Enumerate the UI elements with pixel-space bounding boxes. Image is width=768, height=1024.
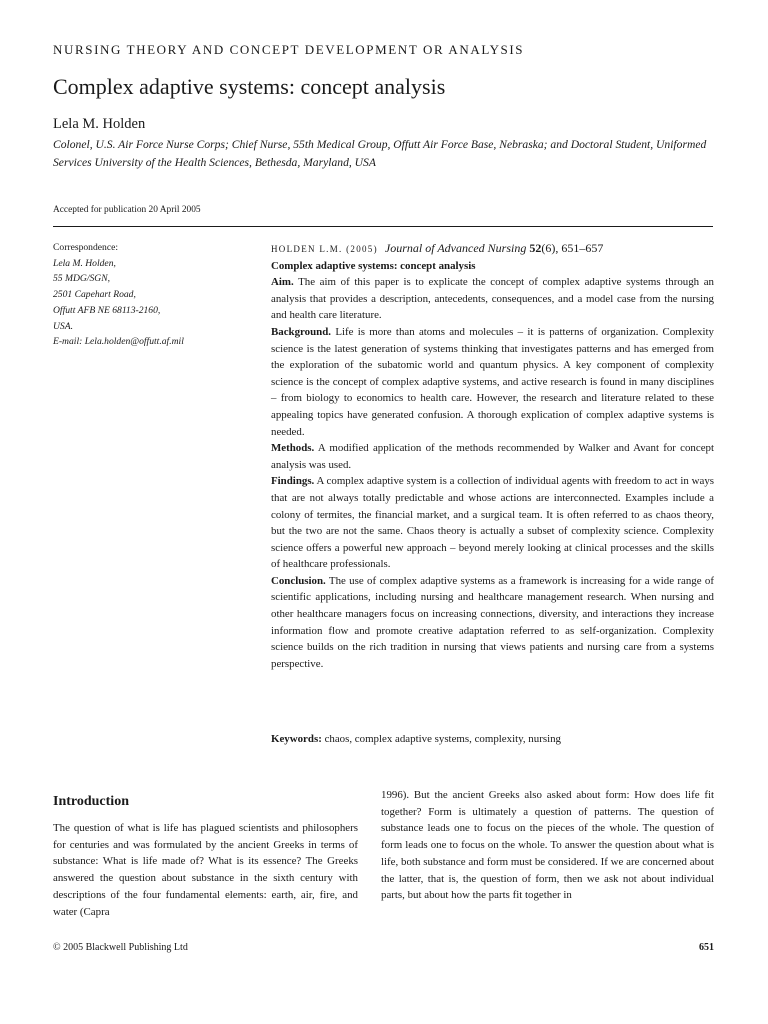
abstract-aim xyxy=(271,274,714,324)
page-number: 651 xyxy=(699,942,714,953)
abstract-conclusion-heading: Conclusion. xyxy=(271,574,326,587)
citation-volume: 52 xyxy=(529,241,542,255)
author-affiliation: Colonel, U.S. Air Force Nurse Corps; Chief Nurse, 55th Medical Group, Offutt Air Force Base, Nebraska; and Doctoral Student, Uniformed Services University of the Health Sciences, Bethesda, Maryland, USA xyxy=(53,138,707,169)
citation-issue-pages: (6), 651–657 xyxy=(541,241,604,255)
body-text-right: 1996). But the ancient Greeks also asked about form: How does life fit together? Form is ultimately a question of patterns. The question of substance leads one to focus on the pieces of the whole. The question of form leads one to focus on the whole. To answer the question about what is life, both substance and form must be considered. If we are concerned about the latter, that is, the question of form, then we ask not about individual parts, but about how the parts fit together in xyxy=(381,789,714,902)
abstract-conclusion-text: The use of complex adaptive systems as a framework is increasing for a wide range of scientific applications, including nursing and healthcare management research. When nursing and other healthcare managers focus on increasing connections, diversity, and interactions they increase information flow and promote creative adaptation referred to as self-organization. Complexity science builds on the rich tradition in nursing that views patients and nursing care from a systems perspective. xyxy=(271,574,714,670)
abstract-block xyxy=(271,240,714,672)
abstract-findings-heading: Findings. xyxy=(271,475,315,488)
correspondence-line: 2501 Capehart Road, xyxy=(53,289,136,301)
keywords-label: Keywords: xyxy=(271,733,322,745)
header-divider xyxy=(53,226,713,227)
author-name: Lela M. Holden xyxy=(53,116,146,132)
abstract-background-heading: Background. xyxy=(271,325,332,338)
correspondence-line: Lela M. Holden, xyxy=(53,257,116,269)
body-text-left: The question of what is life has plagued scientists and philosophers for centuries and was formulated by the ancient Greeks in terms of substance: What is life made of? What is its essence? The Greeks answered the question about substance in the sixth century with descriptions of the four fundamental elements: earth, air, fire, and water (Capra xyxy=(53,822,358,918)
abstract-background xyxy=(271,324,714,440)
citation-journal: Journal of Advanced Nursing xyxy=(384,241,527,255)
abstract-findings-text: A complex adaptive system is a collection of individual agents with freedom to act in ways that are not always totally predictable and whose actions are interconnected. Examples include a colony of termites, the financial market, and a surgical team. It is often referred to as chaos theory, but the two are not the same. Chaos theory is actually a subset of complexity science. Complexity science offers a powerful new approach – beyond merely looking at clinical processes and the skills of healthcare professionals. xyxy=(271,475,714,571)
abstract-methods-heading: Methods. xyxy=(271,442,315,455)
abstract-aim-heading: Aim. xyxy=(271,276,294,289)
correspondence-line: Offutt AFB NE 68113-2160, xyxy=(53,304,161,316)
keywords-line xyxy=(271,733,714,745)
abstract-findings xyxy=(271,473,714,573)
article-title: Complex adaptive systems: concept analysis xyxy=(53,74,446,99)
copyright-notice: © 2005 Blackwell Publishing Ltd xyxy=(53,942,188,953)
correspondence-email: E-mail: Lela.holden@offutt.af.mil xyxy=(53,336,184,348)
abstract-conclusion xyxy=(271,573,714,673)
correspondence-line: 55 MDG/SGN, xyxy=(53,273,111,285)
correspondence-label: Correspondence: xyxy=(53,242,119,253)
abstract-methods xyxy=(271,440,714,473)
keywords-text: chaos, complex adaptive systems, complexity, nursing xyxy=(324,733,561,745)
citation-author: HOLDEN L.M. (2005) xyxy=(271,244,378,254)
abstract-methods-text: A modified application of the methods recommended by Walker and Avant for concept analysis was used. xyxy=(271,442,714,471)
correspondence-line: USA. xyxy=(53,320,73,332)
abstract-title: Complex adaptive systems: concept analysis xyxy=(271,259,476,272)
accepted-date: Accepted for publication 20 April 2005 xyxy=(53,205,201,215)
section-heading: NURSING THEORY AND CONCEPT DEVELOPMENT OR ANALYSIS xyxy=(53,42,525,57)
abstract-background-text: Life is more than atoms and molecules – it is patterns of organization. Complexity science is the latest generation of systems thinking that investigates patterns and has emerged from the exploration of the subatomic world and quantum physics. A key component of complexity science is the concept of complex adaptive systems, and active research is found in many disciplines – from biology to economics to health care. However, the research and literature related to these appealing topics have generated confusion. A thorough explication of complex adaptive systems is needed. xyxy=(271,325,714,438)
citation-line xyxy=(271,240,714,258)
introduction-heading: Introduction xyxy=(53,794,129,809)
abstract-aim-text: The aim of this paper is to explicate the concept of complex adaptive systems through an analysis that provides a description, antecedents, consequences, and a model case from the nursing and health care literature. xyxy=(271,276,714,322)
correspondence-block xyxy=(53,240,253,350)
